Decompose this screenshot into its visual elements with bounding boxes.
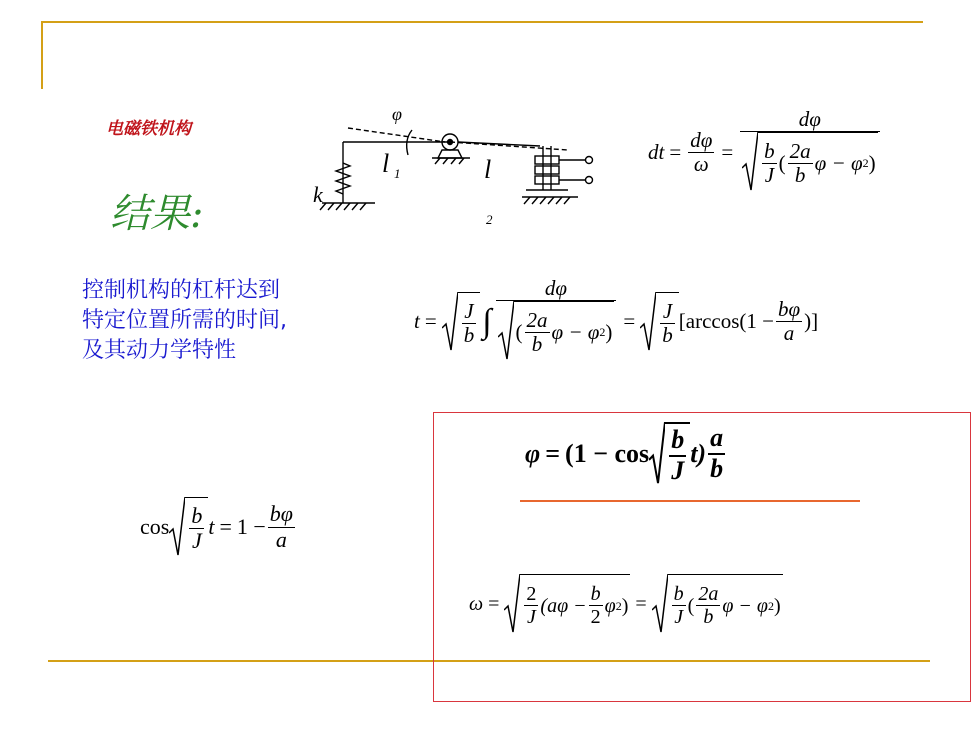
l2-label: l bbox=[484, 155, 492, 184]
J-symbol: J bbox=[526, 606, 536, 628]
ground-hatch-right bbox=[524, 197, 570, 204]
J-symbol: J bbox=[662, 298, 673, 323]
t-close: t) bbox=[690, 438, 707, 468]
omega-symbol: ω bbox=[469, 593, 484, 615]
l2-subscript: 2 bbox=[486, 212, 493, 227]
two: 2 bbox=[526, 583, 537, 605]
numerator: dφ bbox=[544, 276, 568, 300]
phi-symbol: φ bbox=[525, 438, 541, 468]
J-symbol: J bbox=[191, 528, 202, 553]
b-symbol: b bbox=[703, 606, 714, 628]
phi-term: φ − φ bbox=[722, 594, 768, 617]
b-phi: bφ bbox=[777, 297, 801, 321]
a-symbol: a bbox=[783, 321, 795, 346]
b-symbol: b bbox=[794, 163, 806, 188]
two-a: 2a bbox=[526, 308, 548, 332]
a-symbol: a bbox=[710, 423, 724, 452]
l1-subscript: 1 bbox=[394, 166, 401, 181]
J-symbol: J bbox=[671, 455, 685, 485]
equation-cos: cos $\frac{b}{J}$ t = 1 − $\frac{b\varphi}{a}$ bbox=[140, 497, 297, 557]
ground-hatch-left bbox=[320, 203, 366, 210]
coil-mid bbox=[535, 166, 559, 174]
numerator: dφ bbox=[798, 107, 821, 131]
dt-symbol: dt bbox=[648, 140, 665, 165]
pivot-support bbox=[438, 150, 462, 158]
b-symbol: b bbox=[671, 425, 685, 454]
slide-heading: 电磁铁机构 bbox=[106, 119, 191, 139]
one-minus-cos: (1 − cos bbox=[565, 438, 650, 468]
J-symbol: J bbox=[464, 298, 474, 323]
two-a: 2a bbox=[698, 583, 719, 605]
highlight-underline bbox=[520, 500, 860, 502]
description-line: 控制机构的杠杆达到 bbox=[82, 278, 281, 303]
equation-dt: dt = $\frac{d\varphi}{\omega}$ = dφ $\frac{b}{J}$ ( $\frac{2a}{b}$ φ − φ 2 ) bbox=[648, 108, 882, 197]
equation-omega: ω = $\frac{2}{J}$ (aφ − $\frac{b}{2}$ φ 2 ) = $\frac{b}{J}$ ( $\frac{2a}{b}$ φ − φ 2 ) bbox=[469, 574, 783, 634]
tilted-lever-dashed bbox=[348, 128, 445, 142]
two: 2 bbox=[590, 606, 601, 628]
a-symbol: a bbox=[275, 526, 287, 552]
b-symbol: b bbox=[463, 322, 475, 347]
description-line: 特定位置所需的时间, bbox=[82, 308, 287, 333]
b-symbol: b bbox=[590, 583, 601, 605]
k-label: k bbox=[313, 182, 323, 207]
t-symbol: t bbox=[208, 514, 215, 539]
result-label: 结果: bbox=[110, 191, 204, 237]
J-symbol: J bbox=[764, 163, 775, 188]
b-symbol: b bbox=[673, 583, 684, 605]
b-symbol: b bbox=[710, 453, 724, 483]
integral-sign: ∫ bbox=[482, 302, 492, 340]
arccos-term: [arccos(1 − bbox=[678, 309, 774, 334]
closing-bracket: )] bbox=[804, 309, 819, 334]
ground-hatch-pivot bbox=[435, 158, 464, 164]
terminal-top bbox=[586, 157, 593, 164]
a-phi-term: (aφ − bbox=[540, 594, 587, 617]
coil-bottom bbox=[535, 176, 559, 184]
phi-symbol: φ bbox=[604, 594, 616, 617]
numerator: dφ bbox=[690, 128, 713, 152]
b-symbol: b bbox=[764, 139, 775, 163]
top-frame-line bbox=[41, 21, 923, 23]
description-line: 及其动力学特性 bbox=[82, 338, 237, 363]
equation-phi-result: φ = (1 − cos $\frac{b}{J}$ t) $\frac{a}{b}$ bbox=[525, 423, 724, 485]
terminal-bottom bbox=[586, 177, 593, 184]
l1-label: l bbox=[382, 149, 390, 178]
b-symbol: b bbox=[191, 502, 203, 528]
tilted-lever-dashed-right bbox=[450, 142, 568, 150]
phi-label: φ bbox=[392, 104, 402, 124]
left-frame-line bbox=[41, 21, 43, 89]
phi-term: φ − φ bbox=[814, 151, 863, 176]
description bbox=[82, 276, 287, 366]
denominator: ω bbox=[693, 152, 709, 177]
b-symbol: b bbox=[662, 322, 673, 347]
pivot-pin bbox=[448, 140, 453, 145]
cos-function: cos bbox=[140, 514, 170, 539]
t-symbol: t bbox=[414, 309, 420, 334]
coil-top bbox=[535, 156, 559, 164]
b-symbol: b bbox=[531, 332, 543, 357]
one-minus: 1 − bbox=[236, 514, 266, 539]
equation-t: t = $\frac{J}{b}$ ∫ dφ ( $\frac{2a}{b}$ φ − φ 2 ) = $\frac{J}{b}$ [arccos(1 − $\frac{b\varphi}{a}$ )] bbox=[414, 277, 818, 366]
two-a: 2a bbox=[789, 139, 811, 163]
electromagnet-mechanism-diagram bbox=[300, 100, 610, 230]
J-symbol: J bbox=[674, 606, 684, 628]
b-phi: bφ bbox=[269, 501, 293, 527]
